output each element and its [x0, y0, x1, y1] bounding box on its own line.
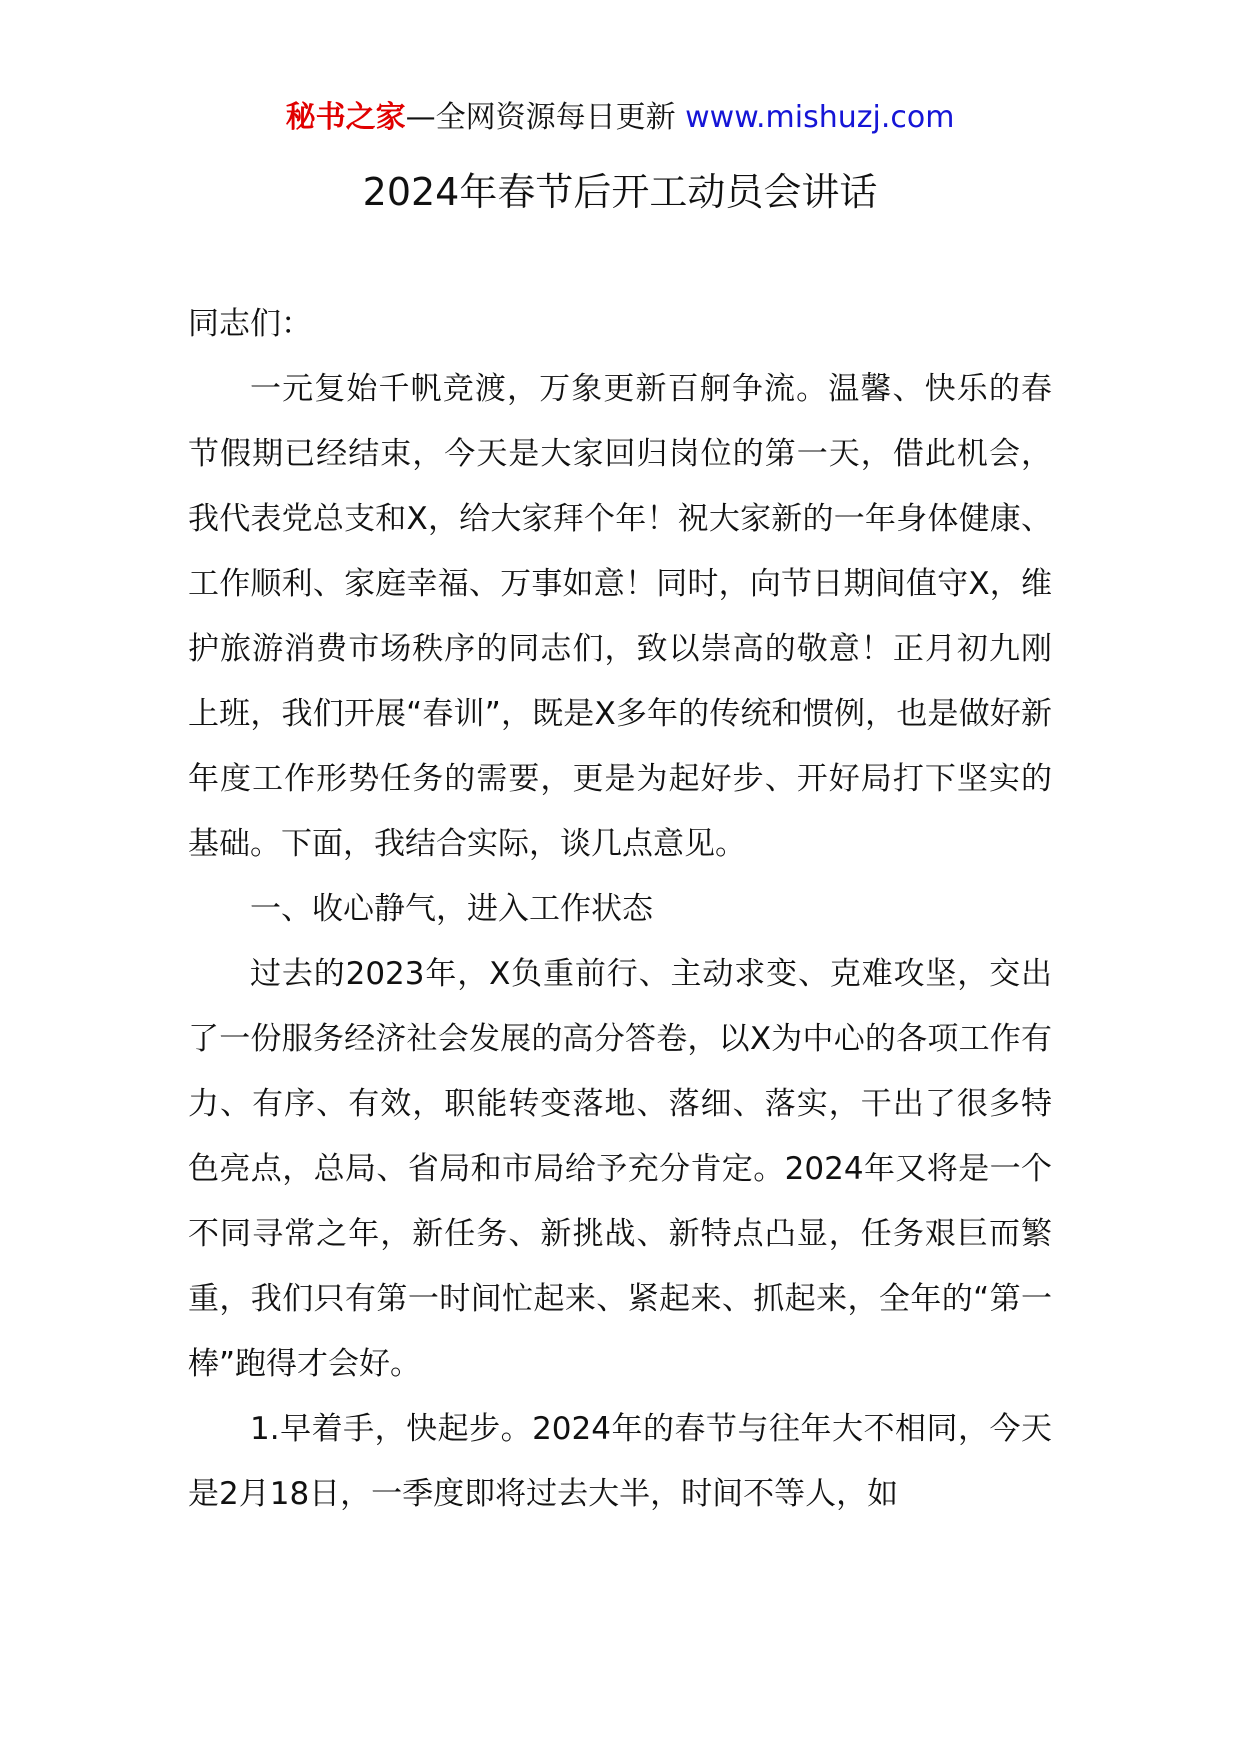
site-url-link[interactable]: www.mishuzj.com: [685, 100, 955, 135]
site-tagline: —全网资源每日更新: [405, 100, 676, 135]
document-title: 2024年春节后开工动员会讲话: [362, 170, 878, 214]
section-heading-1: 一、收心静气，进入工作状态: [250, 891, 653, 927]
salutation: 同志们：: [188, 306, 312, 342]
paragraph-opening: 一元复始千帆竞渡，万象更新百舸争流。温馨、快乐的春节假期已经结束，今天是大家回归岗位的第一天，借此机会，我代表党总支和X，给大家拜个年！祝大家新的一年身体健康、工作顺利、家庭幸福、万事如意！同时，向节日期间值守X，维护旅游消费市场秩序的同志们，致以崇高的敬意！正月初九刚上班，我们开展“春训”，既是X多年的传统和惯例，也是做好新年度工作形势任务的需要，更是为起好步、开好局打下坚实的基础。下面，我结合实际，谈几点意见。: [188, 371, 1052, 862]
paragraph-review-2023: 过去的2023年，X负重前行、主动求变、克难攻坚，交出了一份服务经济社会发展的高分答卷，以X为中心的各项工作有力、有序、有效，职能转变落地、落细、落实，干出了很多特色亮点，总局、省局和市局给予充分肯定。2024年又将是一个不同寻常之年，新任务、新挑战、新特点凸显，任务艰巨而繁重，我们只有第一时间忙起来、紧起来、抓起来，全年的“第一棒”跑得才会好。: [188, 956, 1052, 1382]
site-brand: 秘书之家: [285, 100, 406, 135]
document-body: [188, 292, 1052, 1527]
site-header: [0, 96, 1240, 140]
paragraph-item-1: 1.早着手，快起步。2024年的春节与往年大不相同，今天是2月18日，一季度即将过去大半，时间不等人，如: [188, 1411, 1052, 1512]
